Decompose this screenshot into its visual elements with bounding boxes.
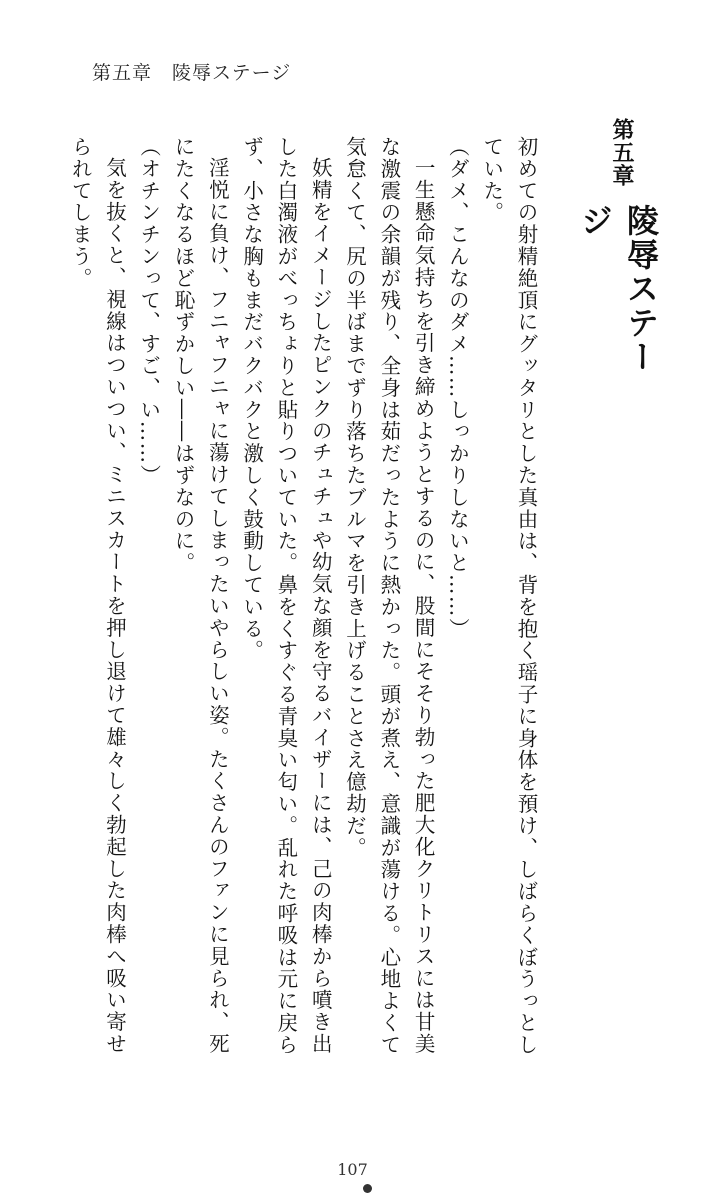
page-number: 107 [337,1160,368,1179]
running-header: 第五章 陵辱ステージ [92,62,292,84]
paragraph-6: （オチンチンって、すご、い……） [136,136,161,487]
chapter-title: 陵辱ステージ [576,204,660,374]
body-text [63,136,543,1056]
paragraph-5: 淫悦に負け、フニャフニャに蕩けてしまったいやらしい姿。たくさんのファンに見られ、死にたくなるほど恥ずかしい――はずなのに。 [171,136,230,1055]
paragraph-3: 一生懸命気持ちを引き締めようとするのに、股間にそそり勃った肥大化クリトリスには甘美な激震の余韻が残り、全身は茹だったように熱かった。頭が煮え、意識が蕩ける。心地よくて気怠くて、尻の半ばまでずり落ちたブルマを引き上げることさえ億劫だ。 [342,136,436,1056]
paragraph-2: （ダメ、こんなのダメ……しっかりしないと……） [445,136,470,640]
paragraph-7: 気を抜くと、視線はついつい、ミニスカートを押し退けて雄々しく勃起した肉棒へ吸い寄せられてしまう。 [68,136,127,1055]
chapter-number: 第五章 [609,118,634,187]
paragraph-1: 初めての射精絶頂にグッタリとした真由は、背を抱く瑶子に身体を預け、しばらくぼうっとしていた。 [479,136,538,1056]
page-marker-dot [363,1184,372,1193]
chapter-heading [572,118,660,378]
paragraph-4: 妖精をイメージしたピンクのチュチュや幼気な顔を守るバイザーには、己の肉棒から噴き出した白濁液がべっちょりと貼りついていた。鼻をくすぐる青臭い匂い。乱れた呼吸は元に戻らず、小さな胸もまだバクバクと激しく鼓動している。 [239,136,333,1056]
